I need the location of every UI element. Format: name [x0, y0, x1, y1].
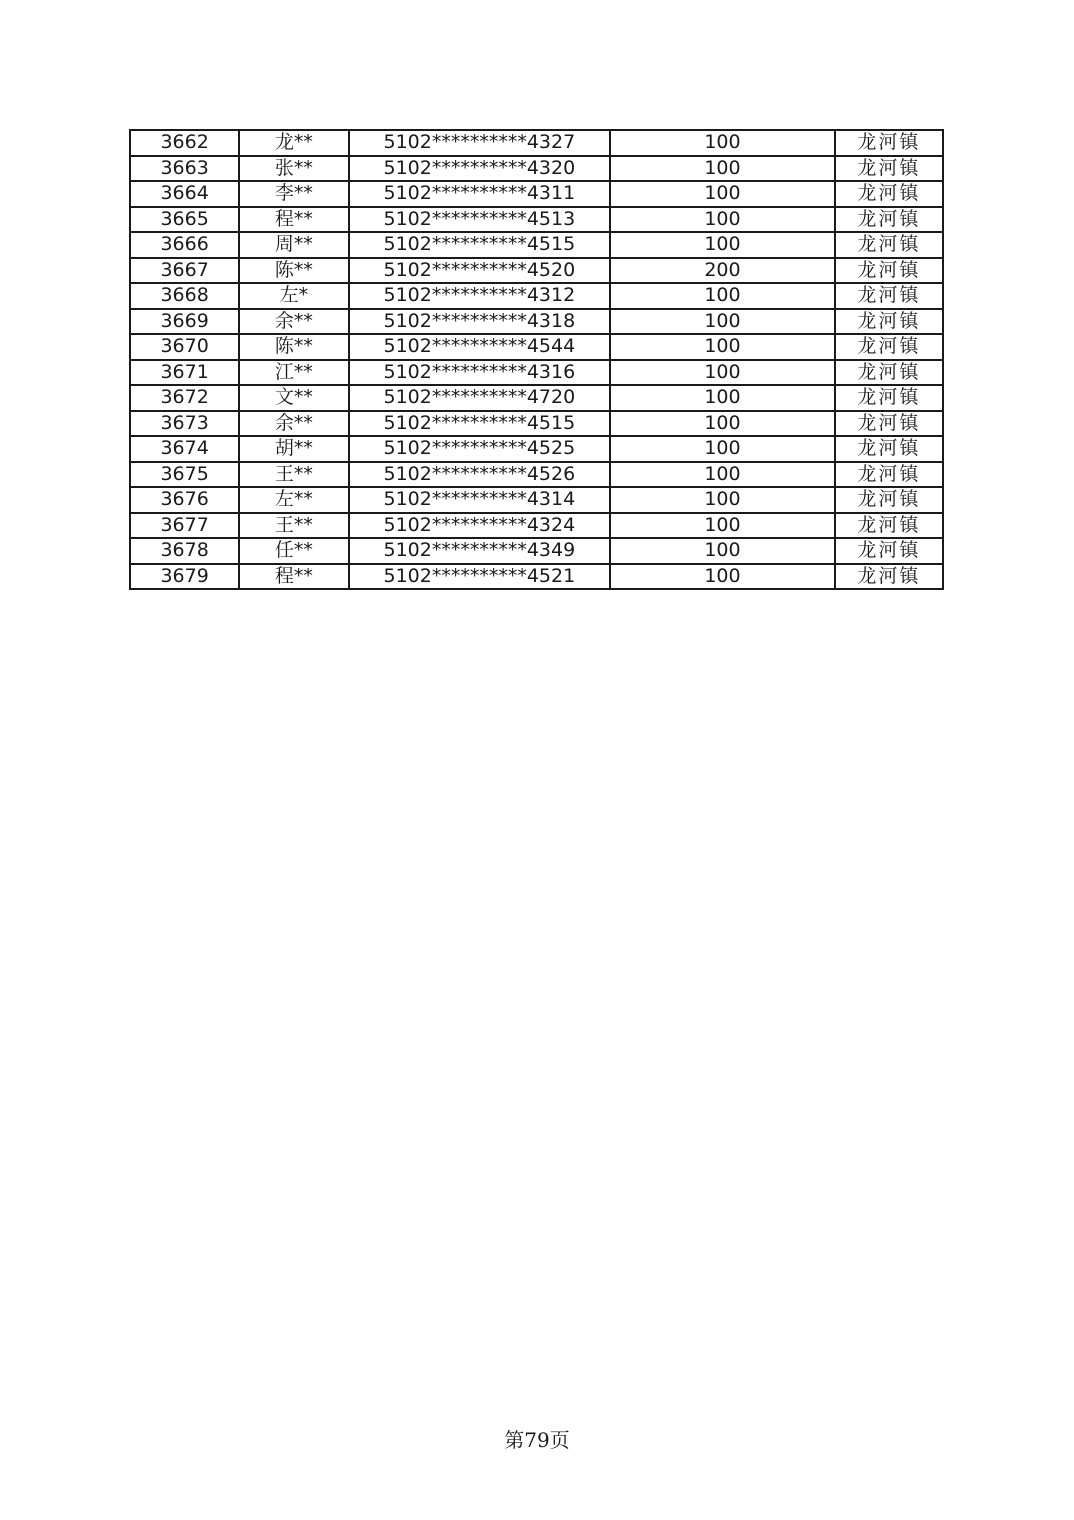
- table-row: [130, 436, 943, 462]
- cell-id-number: 5102**********4515: [349, 411, 611, 437]
- cell-name: 余**: [239, 411, 348, 437]
- cell-town: 龙河镇: [835, 130, 943, 156]
- cell-name: 胡**: [239, 436, 348, 462]
- cell-id-number: 5102**********4515: [349, 232, 611, 258]
- cell-name: 程**: [239, 207, 348, 233]
- cell-id-number: 5102**********4327: [349, 130, 611, 156]
- table-row: [130, 232, 943, 258]
- cell-town: 龙河镇: [835, 538, 943, 564]
- cell-amount: 100: [610, 232, 835, 258]
- cell-town: 龙河镇: [835, 385, 943, 411]
- cell-seq-number: 3670: [130, 334, 239, 360]
- cell-id-number: 5102**********4349: [349, 538, 611, 564]
- cell-name: 江**: [239, 360, 348, 386]
- cell-amount: 100: [610, 360, 835, 386]
- cell-amount: 100: [610, 436, 835, 462]
- cell-id-number: 5102**********4720: [349, 385, 611, 411]
- table-row: [130, 462, 943, 488]
- cell-id-number: 5102**********4525: [349, 436, 611, 462]
- cell-name: 李**: [239, 181, 348, 207]
- cell-name: 陈**: [239, 334, 348, 360]
- cell-seq-number: 3679: [130, 564, 239, 590]
- cell-town: 龙河镇: [835, 258, 943, 284]
- cell-town: 龙河镇: [835, 334, 943, 360]
- table-row: [130, 130, 943, 156]
- cell-seq-number: 3662: [130, 130, 239, 156]
- cell-town: 龙河镇: [835, 309, 943, 335]
- cell-seq-number: 3669: [130, 309, 239, 335]
- cell-seq-number: 3673: [130, 411, 239, 437]
- table-body: [130, 130, 943, 589]
- page-number: 第79页: [504, 1428, 570, 1452]
- cell-town: 龙河镇: [835, 487, 943, 513]
- cell-seq-number: 3671: [130, 360, 239, 386]
- table-row: [130, 258, 943, 284]
- subsidy-list-table: [129, 129, 944, 590]
- cell-id-number: 5102**********4513: [349, 207, 611, 233]
- cell-seq-number: 3678: [130, 538, 239, 564]
- cell-seq-number: 3675: [130, 462, 239, 488]
- cell-seq-number: 3663: [130, 156, 239, 182]
- cell-id-number: 5102**********4316: [349, 360, 611, 386]
- table-row: [130, 360, 943, 386]
- cell-amount: 100: [610, 309, 835, 335]
- cell-amount: 100: [610, 538, 835, 564]
- cell-amount: 100: [610, 564, 835, 590]
- cell-seq-number: 3668: [130, 283, 239, 309]
- cell-seq-number: 3667: [130, 258, 239, 284]
- table-row: [130, 207, 943, 233]
- cell-town: 龙河镇: [835, 436, 943, 462]
- cell-town: 龙河镇: [835, 564, 943, 590]
- cell-id-number: 5102**********4520: [349, 258, 611, 284]
- cell-name: 王**: [239, 513, 348, 539]
- cell-id-number: 5102**********4544: [349, 334, 611, 360]
- cell-amount: 100: [610, 181, 835, 207]
- cell-amount: 100: [610, 283, 835, 309]
- cell-id-number: 5102**********4320: [349, 156, 611, 182]
- cell-id-number: 5102**********4521: [349, 564, 611, 590]
- cell-name: 周**: [239, 232, 348, 258]
- cell-town: 龙河镇: [835, 283, 943, 309]
- table-row: [130, 513, 943, 539]
- cell-amount: 100: [610, 156, 835, 182]
- cell-name: 任**: [239, 538, 348, 564]
- cell-seq-number: 3665: [130, 207, 239, 233]
- table-row: [130, 487, 943, 513]
- cell-town: 龙河镇: [835, 156, 943, 182]
- cell-amount: 100: [610, 130, 835, 156]
- cell-seq-number: 3672: [130, 385, 239, 411]
- cell-seq-number: 3674: [130, 436, 239, 462]
- cell-amount: 100: [610, 487, 835, 513]
- table-row: [130, 181, 943, 207]
- cell-id-number: 5102**********4324: [349, 513, 611, 539]
- table-row: [130, 334, 943, 360]
- cell-id-number: 5102**********4312: [349, 283, 611, 309]
- table-row: [130, 411, 943, 437]
- cell-seq-number: 3666: [130, 232, 239, 258]
- cell-town: 龙河镇: [835, 207, 943, 233]
- table-row: [130, 564, 943, 590]
- cell-town: 龙河镇: [835, 513, 943, 539]
- table-row: [130, 385, 943, 411]
- cell-amount: 200: [610, 258, 835, 284]
- cell-town: 龙河镇: [835, 360, 943, 386]
- cell-amount: 100: [610, 385, 835, 411]
- cell-amount: 100: [610, 334, 835, 360]
- cell-name: 文**: [239, 385, 348, 411]
- cell-town: 龙河镇: [835, 462, 943, 488]
- table-row: [130, 538, 943, 564]
- cell-seq-number: 3676: [130, 487, 239, 513]
- cell-town: 龙河镇: [835, 181, 943, 207]
- cell-amount: 100: [610, 462, 835, 488]
- cell-amount: 100: [610, 513, 835, 539]
- cell-seq-number: 3677: [130, 513, 239, 539]
- cell-town: 龙河镇: [835, 411, 943, 437]
- table-row: [130, 309, 943, 335]
- cell-name: 张**: [239, 156, 348, 182]
- cell-town: 龙河镇: [835, 232, 943, 258]
- cell-name: 左*: [239, 283, 348, 309]
- cell-name: 余**: [239, 309, 348, 335]
- cell-name: 陈**: [239, 258, 348, 284]
- cell-seq-number: 3664: [130, 181, 239, 207]
- cell-name: 王**: [239, 462, 348, 488]
- cell-name: 龙**: [239, 130, 348, 156]
- cell-id-number: 5102**********4318: [349, 309, 611, 335]
- cell-amount: 100: [610, 411, 835, 437]
- table-row: [130, 283, 943, 309]
- cell-name: 左**: [239, 487, 348, 513]
- cell-amount: 100: [610, 207, 835, 233]
- cell-id-number: 5102**********4311: [349, 181, 611, 207]
- cell-id-number: 5102**********4526: [349, 462, 611, 488]
- table-row: [130, 156, 943, 182]
- cell-name: 程**: [239, 564, 348, 590]
- cell-id-number: 5102**********4314: [349, 487, 611, 513]
